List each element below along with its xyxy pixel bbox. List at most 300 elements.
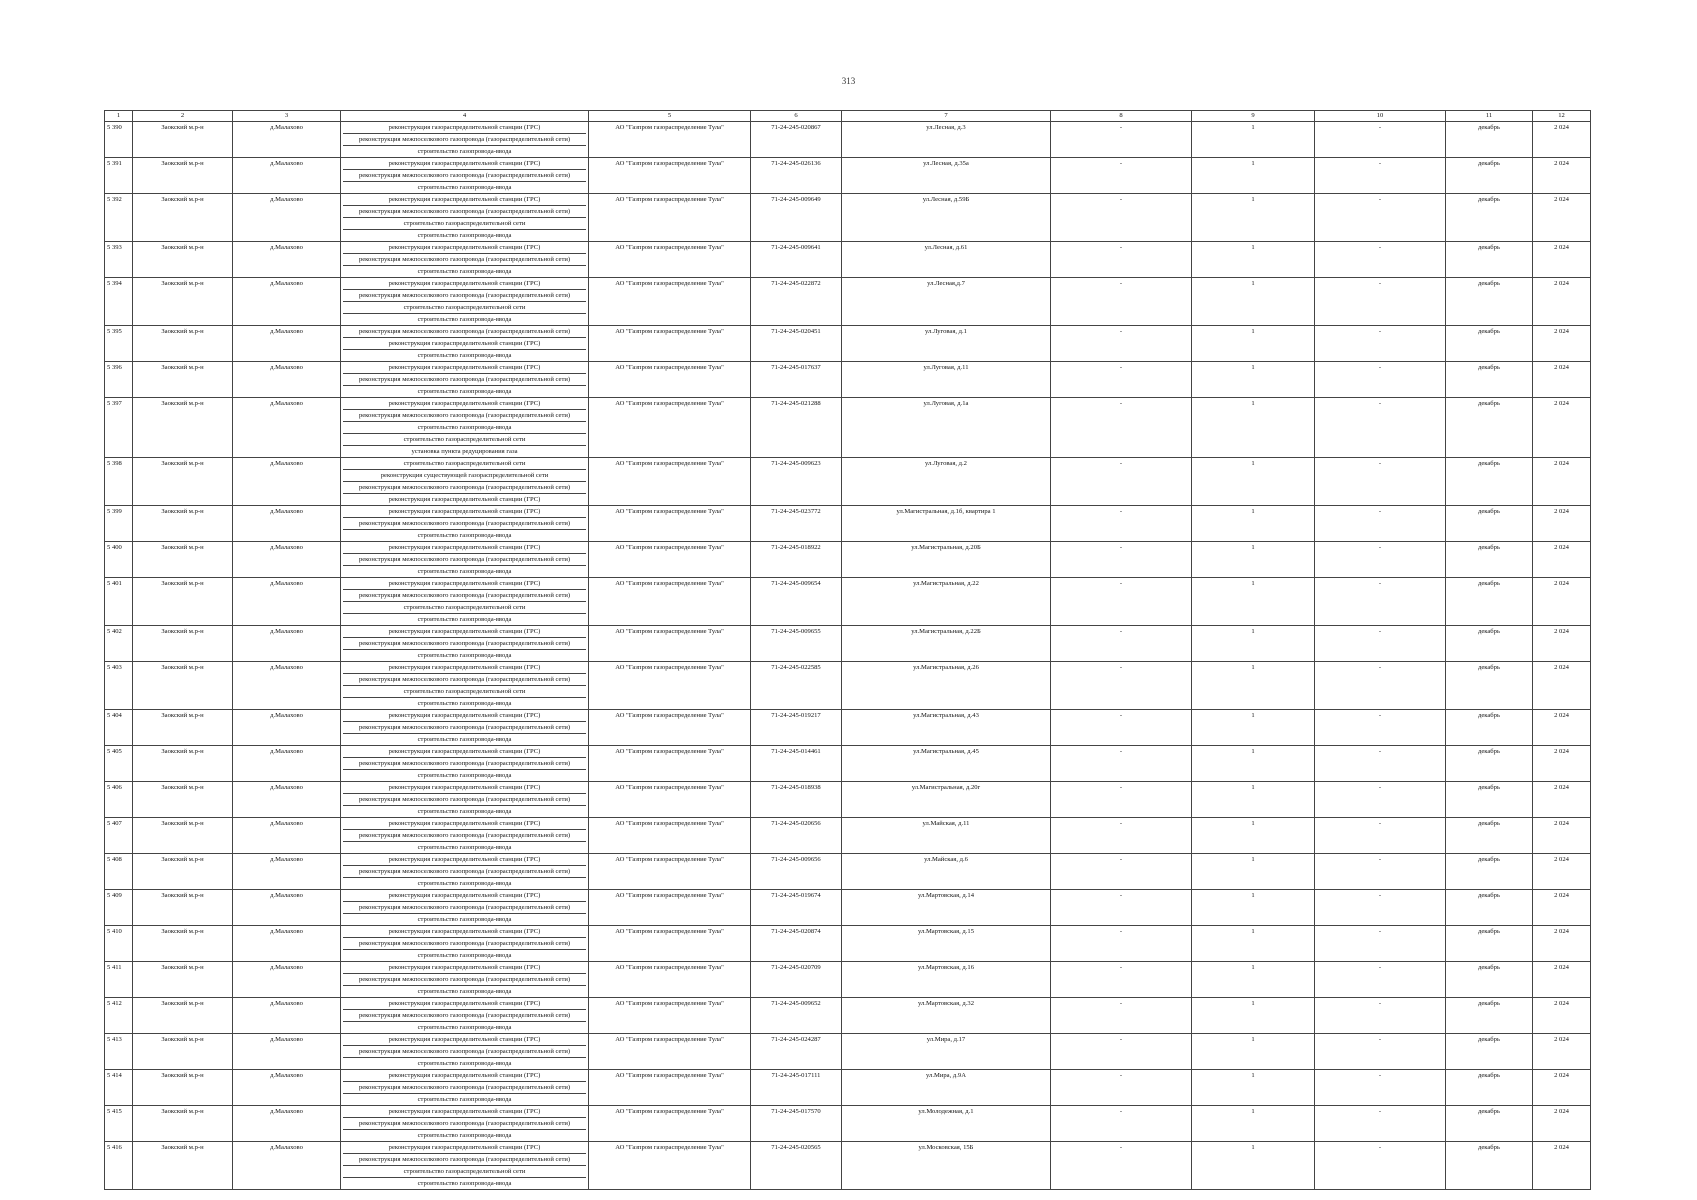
col10-cell: - [1315, 578, 1446, 626]
year-cell: 2 024 [1533, 1142, 1591, 1190]
col8-cell: - [1051, 542, 1192, 578]
address-cell: ул.Луговая, д.11 [842, 362, 1051, 398]
table-row [105, 854, 1591, 890]
object-code-cell: 71-24-245-009649 [751, 194, 842, 242]
work-item: реконструкция газораспределительной станции (ГРС) [343, 662, 586, 674]
address-cell: ул.Магистральная, д.43 [842, 710, 1051, 746]
month-cell: декабрь [1446, 710, 1533, 746]
work-item: реконструкция газораспределительной станции (ГРС) [343, 1142, 586, 1154]
work-item: строительство газопровода-ввода [417, 148, 512, 155]
address-cell: ул.Магистральная, д.26 [842, 662, 1051, 710]
column-header: 7 [842, 111, 1051, 122]
row-number: 5 395 [105, 326, 133, 362]
col8-cell: - [1051, 710, 1192, 746]
month-cell: декабрь [1446, 326, 1533, 362]
work-item: строительство газораспределительной сети [343, 686, 586, 698]
col10-cell: - [1315, 506, 1446, 542]
year-cell: 2 024 [1533, 818, 1591, 854]
address-cell: ул.Мира, д.17 [842, 1034, 1051, 1070]
object-code-cell: 71-24-245-018922 [751, 542, 842, 578]
organization-cell: АО "Газпром газораспределение Тула" [589, 278, 751, 326]
object-code-cell: 71-24-245-009623 [751, 458, 842, 506]
col10-cell: - [1315, 1070, 1446, 1106]
work-item: реконструкция межпоселкового газопровода (газораспределительной сети) [343, 1010, 586, 1022]
table-row [105, 1070, 1591, 1106]
object-code-cell: 71-24-245-020867 [751, 122, 842, 158]
work-item: строительство газораспределительной сети [343, 218, 586, 230]
year-cell: 2 024 [1533, 998, 1591, 1034]
table-row [105, 1142, 1591, 1190]
work-item: реконструкция газораспределительной станции (ГРС) [343, 506, 586, 518]
works-cell [341, 854, 589, 890]
work-item: строительство газопровода-ввода [417, 652, 512, 659]
organization-cell: АО "Газпром газораспределение Тула" [589, 962, 751, 998]
year-cell: 2 024 [1533, 242, 1591, 278]
object-code-cell: 71-24-245-017111 [751, 1070, 842, 1106]
col8-cell: - [1051, 326, 1192, 362]
col9-cell: 1 [1192, 710, 1315, 746]
month-cell: декабрь [1446, 998, 1533, 1034]
works-cell [341, 542, 589, 578]
address-cell: ул.Майская, д.11 [842, 818, 1051, 854]
works-cell [341, 710, 589, 746]
column-header: 6 [751, 111, 842, 122]
object-code-cell: 71-24-245-017637 [751, 362, 842, 398]
district-cell: Заокский м.р-н [133, 578, 233, 626]
row-number: 5 406 [105, 782, 133, 818]
settlement-cell: д.Малахово [233, 662, 341, 710]
organization-cell: АО "Газпром газораспределение Тула" [589, 242, 751, 278]
month-cell: декабрь [1446, 242, 1533, 278]
month-cell: декабрь [1446, 782, 1533, 818]
organization-cell: АО "Газпром газораспределение Тула" [589, 362, 751, 398]
row-number: 5 392 [105, 194, 133, 242]
work-item: строительство газопровода-ввода [417, 700, 512, 707]
settlement-cell: д.Малахово [233, 1142, 341, 1190]
work-item: реконструкция межпоселкового газопровода (газораспределительной сети) [343, 1154, 586, 1166]
district-cell: Заокский м.р-н [133, 998, 233, 1034]
year-cell: 2 024 [1533, 1034, 1591, 1070]
district-cell: Заокский м.р-н [133, 1142, 233, 1190]
col10-cell: - [1315, 998, 1446, 1034]
work-item: реконструкция газораспределительной станции (ГРС) [343, 746, 586, 758]
col8-cell: - [1051, 782, 1192, 818]
works-cell [341, 458, 589, 506]
col9-cell: 1 [1192, 506, 1315, 542]
col8-cell: - [1051, 746, 1192, 782]
works-cell [341, 1106, 589, 1142]
work-item: реконструкция межпоселкового газопровода (газораспределительной сети) [343, 674, 586, 686]
object-code-cell: 71-24-245-014461 [751, 746, 842, 782]
object-code-cell: 71-24-245-020874 [751, 926, 842, 962]
organization-cell: АО "Газпром газораспределение Тула" [589, 818, 751, 854]
address-cell: ул.Мартовская, д.14 [842, 890, 1051, 926]
column-header: 11 [1446, 111, 1533, 122]
col10-cell: - [1315, 710, 1446, 746]
col10-cell: - [1315, 194, 1446, 242]
work-item: строительство газопровода-ввода [417, 916, 512, 923]
work-item: строительство газопровода-ввода [417, 388, 512, 395]
col10-cell: - [1315, 662, 1446, 710]
organization-cell: АО "Газпром газораспределение Тула" [589, 326, 751, 362]
address-cell: ул.Мартовская, д.16 [842, 962, 1051, 998]
col9-cell: 1 [1192, 1106, 1315, 1142]
work-item: строительство газопровода-ввода [417, 532, 512, 539]
col10-cell: - [1315, 122, 1446, 158]
col8-cell: - [1051, 818, 1192, 854]
month-cell: декабрь [1446, 158, 1533, 194]
object-code-cell: 71-24-245-009654 [751, 578, 842, 626]
col8-cell: - [1051, 362, 1192, 398]
district-cell: Заокский м.р-н [133, 818, 233, 854]
col8-cell: - [1051, 854, 1192, 890]
work-item: реконструкция газораспределительной станции (ГРС) [343, 710, 586, 722]
work-item: реконструкция межпоселкового газопровода (газораспределительной сети) [343, 866, 586, 878]
month-cell: декабрь [1446, 818, 1533, 854]
col8-cell: - [1051, 158, 1192, 194]
row-number: 5 400 [105, 542, 133, 578]
organization-cell: АО "Газпром газораспределение Тула" [589, 578, 751, 626]
works-cell [341, 746, 589, 782]
work-item: реконструкция газораспределительной станции (ГРС) [343, 158, 586, 170]
month-cell: декабрь [1446, 542, 1533, 578]
table-row [105, 122, 1591, 158]
address-cell: ул.Мартовская, д.32 [842, 998, 1051, 1034]
settlement-cell: д.Малахово [233, 1106, 341, 1142]
col9-cell: 1 [1192, 746, 1315, 782]
works-cell [341, 818, 589, 854]
work-item: реконструкция межпоселкового газопровода (газораспределительной сети) [343, 758, 586, 770]
year-cell: 2 024 [1533, 458, 1591, 506]
table-row [105, 1106, 1591, 1142]
work-item: реконструкция межпоселкового газопровода (газораспределительной сети) [343, 794, 586, 806]
organization-cell: АО "Газпром газораспределение Тула" [589, 506, 751, 542]
district-cell: Заокский м.р-н [133, 662, 233, 710]
month-cell: декабрь [1446, 1034, 1533, 1070]
row-number: 5 394 [105, 278, 133, 326]
district-cell: Заокский м.р-н [133, 1106, 233, 1142]
table-row [105, 962, 1591, 998]
work-item: реконструкция газораспределительной станции (ГРС) [343, 338, 586, 350]
work-item: строительство газопровода-ввода [417, 844, 512, 851]
col10-cell: - [1315, 242, 1446, 278]
object-code-cell: 71-24-245-023772 [751, 506, 842, 542]
column-header: 10 [1315, 111, 1446, 122]
work-item: реконструкция межпоселкового газопровода (газораспределительной сети) [343, 638, 586, 650]
col8-cell: - [1051, 998, 1192, 1034]
object-code-cell: 71-24-245-022872 [751, 278, 842, 326]
settlement-cell: д.Малахово [233, 998, 341, 1034]
district-cell: Заокский м.р-н [133, 506, 233, 542]
district-cell: Заокский м.р-н [133, 542, 233, 578]
month-cell: декабрь [1446, 746, 1533, 782]
address-cell: ул.Луговая, д.1а [842, 398, 1051, 458]
district-cell: Заокский м.р-н [133, 1034, 233, 1070]
col9-cell: 1 [1192, 854, 1315, 890]
organization-cell: АО "Газпром газораспределение Тула" [589, 1034, 751, 1070]
settlement-cell: д.Малахово [233, 362, 341, 398]
col10-cell: - [1315, 926, 1446, 962]
col8-cell: - [1051, 1034, 1192, 1070]
month-cell: декабрь [1446, 926, 1533, 962]
works-cell [341, 506, 589, 542]
year-cell: 2 024 [1533, 194, 1591, 242]
work-item: реконструкция газораспределительной станции (ГРС) [343, 926, 586, 938]
table-row [105, 998, 1591, 1034]
object-code-cell: 71-24-245-009655 [751, 626, 842, 662]
table-body [105, 122, 1591, 1190]
object-code-cell: 71-24-245-018938 [751, 782, 842, 818]
address-cell: ул.Магистральная, д.22 [842, 578, 1051, 626]
works-cell [341, 398, 589, 458]
col10-cell: - [1315, 746, 1446, 782]
work-item: реконструкция газораспределительной станции (ГРС) [343, 194, 586, 206]
year-cell: 2 024 [1533, 158, 1591, 194]
month-cell: декабрь [1446, 194, 1533, 242]
work-item: реконструкция газораспределительной станции (ГРС) [343, 890, 586, 902]
organization-cell: АО "Газпром газораспределение Тула" [589, 1142, 751, 1190]
work-item: реконструкция межпоселкового газопровода (газораспределительной сети) [343, 590, 586, 602]
work-item: реконструкция газораспределительной станции (ГРС) [343, 782, 586, 794]
works-cell [341, 782, 589, 818]
works-cell [341, 626, 589, 662]
year-cell: 2 024 [1533, 710, 1591, 746]
work-item: реконструкция газораспределительной станции (ГРС) [343, 1034, 586, 1046]
address-cell: ул.Магистральная, д.22Б [842, 626, 1051, 662]
organization-cell: АО "Газпром газораспределение Тула" [589, 398, 751, 458]
works-cell [341, 662, 589, 710]
work-item: строительство газопровода-ввода [417, 1132, 512, 1139]
settlement-cell: д.Малахово [233, 1034, 341, 1070]
work-item: реконструкция газораспределительной станции (ГРС) [343, 626, 586, 638]
row-number: 5 416 [105, 1142, 133, 1190]
district-cell: Заокский м.р-н [133, 326, 233, 362]
object-code-cell: 71-24-245-020565 [751, 1142, 842, 1190]
work-item: строительство газопровода-ввода [417, 952, 512, 959]
table-row [105, 926, 1591, 962]
work-item: реконструкция межпоселкового газопровода (газораспределительной сети) [343, 1118, 586, 1130]
month-cell: декабрь [1446, 962, 1533, 998]
works-cell [341, 278, 589, 326]
col9-cell: 1 [1192, 890, 1315, 926]
work-item: реконструкция межпоселкового газопровода (газораспределительной сети) [343, 482, 586, 494]
work-item: реконструкция газораспределительной станции (ГРС) [343, 998, 586, 1010]
work-item: реконструкция межпоселкового газопровода (газораспределительной сети) [343, 1046, 586, 1058]
gasification-table [104, 110, 1591, 1190]
col8-cell: - [1051, 398, 1192, 458]
address-cell: ул.Майская, д.6 [842, 854, 1051, 890]
object-code-cell: 71-24-245-019674 [751, 890, 842, 926]
work-item: реконструкция межпоселкового газопровода (газораспределительной сети) [343, 902, 586, 914]
col8-cell: - [1051, 662, 1192, 710]
address-cell: ул.Магистральная, д.20Б [842, 542, 1051, 578]
works-cell [341, 194, 589, 242]
row-number: 5 412 [105, 998, 133, 1034]
col9-cell: 1 [1192, 458, 1315, 506]
col9-cell: 1 [1192, 782, 1315, 818]
row-number: 5 415 [105, 1106, 133, 1142]
row-number: 5 413 [105, 1034, 133, 1070]
work-item: строительство газораспределительной сети [343, 434, 586, 446]
address-cell: ул.Лесная, д.3 [842, 122, 1051, 158]
settlement-cell: д.Малахово [233, 854, 341, 890]
district-cell: Заокский м.р-н [133, 122, 233, 158]
row-number: 5 408 [105, 854, 133, 890]
object-code-cell: 71-24-245-020451 [751, 326, 842, 362]
col8-cell: - [1051, 926, 1192, 962]
col10-cell: - [1315, 326, 1446, 362]
row-number: 5 405 [105, 746, 133, 782]
col10-cell: - [1315, 1142, 1446, 1190]
col10-cell: - [1315, 362, 1446, 398]
table-row [105, 578, 1591, 626]
settlement-cell: д.Малахово [233, 626, 341, 662]
work-item: строительство газопровода-ввода [417, 616, 512, 623]
col9-cell: 1 [1192, 962, 1315, 998]
settlement-cell: д.Малахово [233, 398, 341, 458]
year-cell: 2 024 [1533, 122, 1591, 158]
work-item: строительство газопровода-ввода [417, 880, 512, 887]
table-row [105, 710, 1591, 746]
col10-cell: - [1315, 626, 1446, 662]
page-number: 313 [841, 76, 856, 86]
work-item: реконструкция межпоселкового газопровода (газораспределительной сети) [343, 290, 586, 302]
month-cell: декабрь [1446, 278, 1533, 326]
work-item: реконструкция газораспределительной станции (ГРС) [388, 496, 541, 503]
district-cell: Заокский м.р-н [133, 854, 233, 890]
settlement-cell: д.Малахово [233, 506, 341, 542]
address-cell: ул.Луговая, д.2 [842, 458, 1051, 506]
col9-cell: 1 [1192, 398, 1315, 458]
row-number: 5 391 [105, 158, 133, 194]
work-item: реконструкция газораспределительной станции (ГРС) [343, 122, 586, 134]
address-cell: ул.Лесная, д.59Б [842, 194, 1051, 242]
col8-cell: - [1051, 1070, 1192, 1106]
district-cell: Заокский м.р-н [133, 158, 233, 194]
address-cell: ул.Магистральная, д.45 [842, 746, 1051, 782]
work-item: строительство газопровода-ввода [343, 422, 586, 434]
col10-cell: - [1315, 542, 1446, 578]
col9-cell: 1 [1192, 626, 1315, 662]
work-item: реконструкция газораспределительной станции (ГРС) [343, 278, 586, 290]
col9-cell: 1 [1192, 926, 1315, 962]
month-cell: декабрь [1446, 362, 1533, 398]
col9-cell: 1 [1192, 1070, 1315, 1106]
district-cell: Заокский м.р-н [133, 926, 233, 962]
col9-cell: 1 [1192, 242, 1315, 278]
col9-cell: 1 [1192, 1034, 1315, 1070]
month-cell: декабрь [1446, 662, 1533, 710]
month-cell: декабрь [1446, 626, 1533, 662]
col10-cell: - [1315, 458, 1446, 506]
works-cell [341, 122, 589, 158]
organization-cell: АО "Газпром газораспределение Тула" [589, 926, 751, 962]
settlement-cell: д.Малахово [233, 278, 341, 326]
organization-cell: АО "Газпром газораспределение Тула" [589, 710, 751, 746]
col8-cell: - [1051, 578, 1192, 626]
organization-cell: АО "Газпром газораспределение Тула" [589, 782, 751, 818]
work-item: реконструкция межпоселкового газопровода (газораспределительной сети) [343, 374, 586, 386]
organization-cell: АО "Газпром газораспределение Тула" [589, 122, 751, 158]
object-code-cell: 71-24-245-021288 [751, 398, 842, 458]
year-cell: 2 024 [1533, 662, 1591, 710]
object-code-cell: 71-24-245-009652 [751, 998, 842, 1034]
district-cell: Заокский м.р-н [133, 710, 233, 746]
month-cell: декабрь [1446, 122, 1533, 158]
row-number: 5 410 [105, 926, 133, 962]
works-cell [341, 1070, 589, 1106]
table-row [105, 194, 1591, 242]
row-number: 5 402 [105, 626, 133, 662]
year-cell: 2 024 [1533, 962, 1591, 998]
col9-cell: 1 [1192, 158, 1315, 194]
organization-cell: АО "Газпром газораспределение Тула" [589, 746, 751, 782]
district-cell: Заокский м.р-н [133, 458, 233, 506]
district-cell: Заокский м.р-н [133, 890, 233, 926]
settlement-cell: д.Малахово [233, 122, 341, 158]
table-row [105, 746, 1591, 782]
settlement-cell: д.Малахово [233, 542, 341, 578]
col10-cell: - [1315, 158, 1446, 194]
work-item: реконструкция газораспределительной станции (ГРС) [343, 578, 586, 590]
table-row [105, 782, 1591, 818]
col9-cell: 1 [1192, 998, 1315, 1034]
work-item: реконструкция межпоселкового газопровода (газораспределительной сети) [343, 254, 586, 266]
settlement-cell: д.Малахово [233, 158, 341, 194]
work-item: строительство газопровода-ввода [417, 1180, 512, 1187]
organization-cell: АО "Газпром газораспределение Тула" [589, 458, 751, 506]
month-cell: декабрь [1446, 398, 1533, 458]
year-cell: 2 024 [1533, 362, 1591, 398]
organization-cell: АО "Газпром газораспределение Тула" [589, 854, 751, 890]
table-row [105, 326, 1591, 362]
object-code-cell: 71-24-245-020656 [751, 818, 842, 854]
row-number: 5 393 [105, 242, 133, 278]
work-item: строительство газопровода-ввода [417, 772, 512, 779]
address-cell: ул.Московская, 15Б [842, 1142, 1051, 1190]
col8-cell: - [1051, 458, 1192, 506]
row-number: 5 409 [105, 890, 133, 926]
work-item: строительство газопровода-ввода [417, 232, 512, 239]
year-cell: 2 024 [1533, 1106, 1591, 1142]
address-cell: ул.Лесная,д.7 [842, 278, 1051, 326]
col8-cell: - [1051, 242, 1192, 278]
work-item: строительство газораспределительной сети [343, 458, 586, 470]
table-row [105, 506, 1591, 542]
settlement-cell: д.Малахово [233, 890, 341, 926]
row-number: 5 401 [105, 578, 133, 626]
settlement-cell: д.Малахово [233, 962, 341, 998]
work-item: реконструкция газораспределительной станции (ГРС) [343, 362, 586, 374]
district-cell: Заокский м.р-н [133, 242, 233, 278]
row-number: 5 398 [105, 458, 133, 506]
settlement-cell: д.Малахово [233, 818, 341, 854]
work-item: реконструкция газораспределительной станции (ГРС) [343, 854, 586, 866]
year-cell: 2 024 [1533, 578, 1591, 626]
settlement-cell: д.Малахово [233, 194, 341, 242]
col9-cell: 1 [1192, 818, 1315, 854]
col9-cell: 1 [1192, 326, 1315, 362]
year-cell: 2 024 [1533, 926, 1591, 962]
row-number: 5 397 [105, 398, 133, 458]
row-number: 5 403 [105, 662, 133, 710]
settlement-cell: д.Малахово [233, 458, 341, 506]
row-number: 5 396 [105, 362, 133, 398]
address-cell: ул.Мира, д.9А [842, 1070, 1051, 1106]
col8-cell: - [1051, 626, 1192, 662]
work-item: строительство газопровода-ввода [417, 988, 512, 995]
address-cell: ул.Лесная, д.61 [842, 242, 1051, 278]
